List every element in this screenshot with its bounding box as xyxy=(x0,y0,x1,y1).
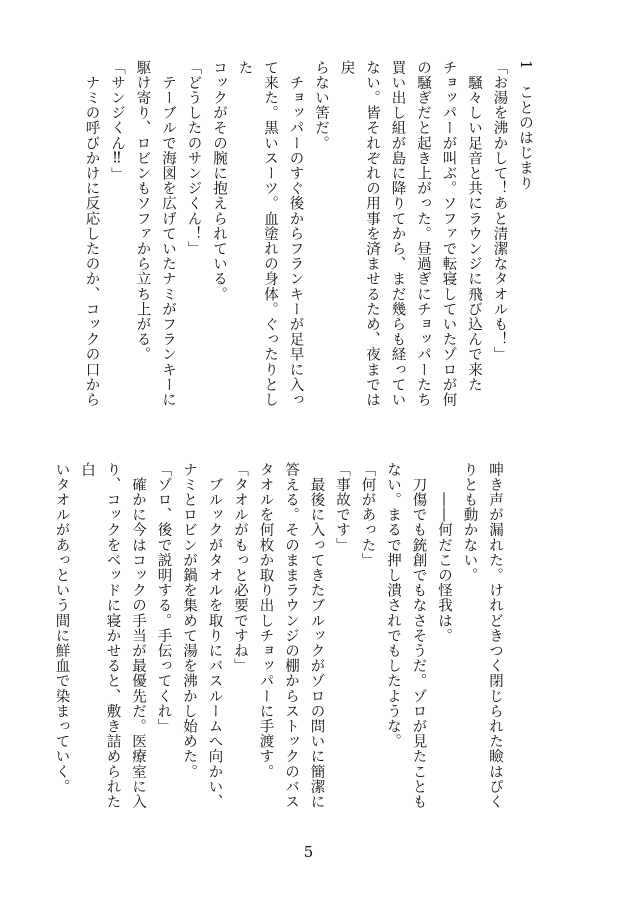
text-line: ナミの呼びかけに反応したのか、コックの口から xyxy=(83,60,100,408)
text-line: チョッパーが叫ぶ。ソファで転寝していたゾロが何 xyxy=(440,60,457,408)
page-number: 5 xyxy=(303,843,314,861)
text-line: 「ゾロ、後で説明する。手伝ってくれ」 xyxy=(155,462,172,734)
text-line: 「事故です」 xyxy=(334,462,350,553)
text-line: テーブルで海図を広げていたナミがフランキーに xyxy=(160,60,176,408)
text-line: 「サンジくん‼」 xyxy=(109,60,125,183)
text-line: 「お湯を沸かして！あと清潔なタオルも！」 xyxy=(491,60,508,362)
text-line: 騒々しい足音と共にラウンジに飛び込んで来た xyxy=(466,60,482,393)
text-line: ――何だこの怪我は。 xyxy=(436,462,452,644)
text-line: 「何があった」 xyxy=(359,462,376,568)
text-line: ブルックがタオルを取りにバスルームへ向かい、 xyxy=(206,462,223,810)
text-line: タオルを何枚か取り出しチョッパーに手渡す。 xyxy=(257,462,274,780)
text-line: 呻き声が漏れた。けれどきつく閉じられた瞼はぴく xyxy=(487,462,503,810)
text-line: いタオルがあっという間に鮮血で染まっていく。 xyxy=(53,462,70,795)
text-line: の騒ぎだと起き上がった。昼過ぎにチョッパーたち xyxy=(415,60,431,408)
text-line: 最後に入ってきたブルックがゾロの問いに簡潔に xyxy=(308,462,325,810)
lower-text-block xyxy=(48,462,507,818)
text-line: 「どうしたのサンジくん！」 xyxy=(185,60,202,257)
text-line: 刀傷でも銃創でもなさそうだ。ゾロが見たことも xyxy=(410,462,427,810)
chapter-heading: 1 ことのはじまり xyxy=(517,60,533,191)
text-line: ナミとロビンが鍋を集めて湯を沸かし始めた。 xyxy=(181,462,197,780)
text-line: 駆け寄り、ロビンもソファから立ち上がる。 xyxy=(134,60,151,362)
text-line: 「タオルがもっと必要ですね」 xyxy=(232,462,248,674)
upper-text-block xyxy=(78,60,537,416)
text-line: 答える。そのままラウンジの棚からストックのバス xyxy=(283,462,299,810)
text-line: りとも動かない。 xyxy=(461,462,478,583)
text-line: 確かに今はコックの手当が最優先だ。医療室に入 xyxy=(130,462,146,810)
text-line: コックがその腕に抱えられている。 xyxy=(211,60,227,302)
text-line: て来た。黒いスーツ。血塗れの身体。ぐったりとした xyxy=(236,60,278,408)
text-line: ない。まるで押し潰されでもしたような。 xyxy=(385,462,401,749)
text-line: らない筈だ。 xyxy=(313,60,329,151)
text-line: 買い出し組が島に降りてから、まだ幾らも経ってい xyxy=(389,60,406,408)
text-line: チョッパーのすぐ後からフランキーが足早に入っ xyxy=(287,60,304,408)
text-line: ない。皆それぞれの用事を済ませるため、夜までは戻 xyxy=(338,60,380,408)
text-line: り、コックをベッドに寝かせると、敷き詰められた白 xyxy=(79,462,121,810)
